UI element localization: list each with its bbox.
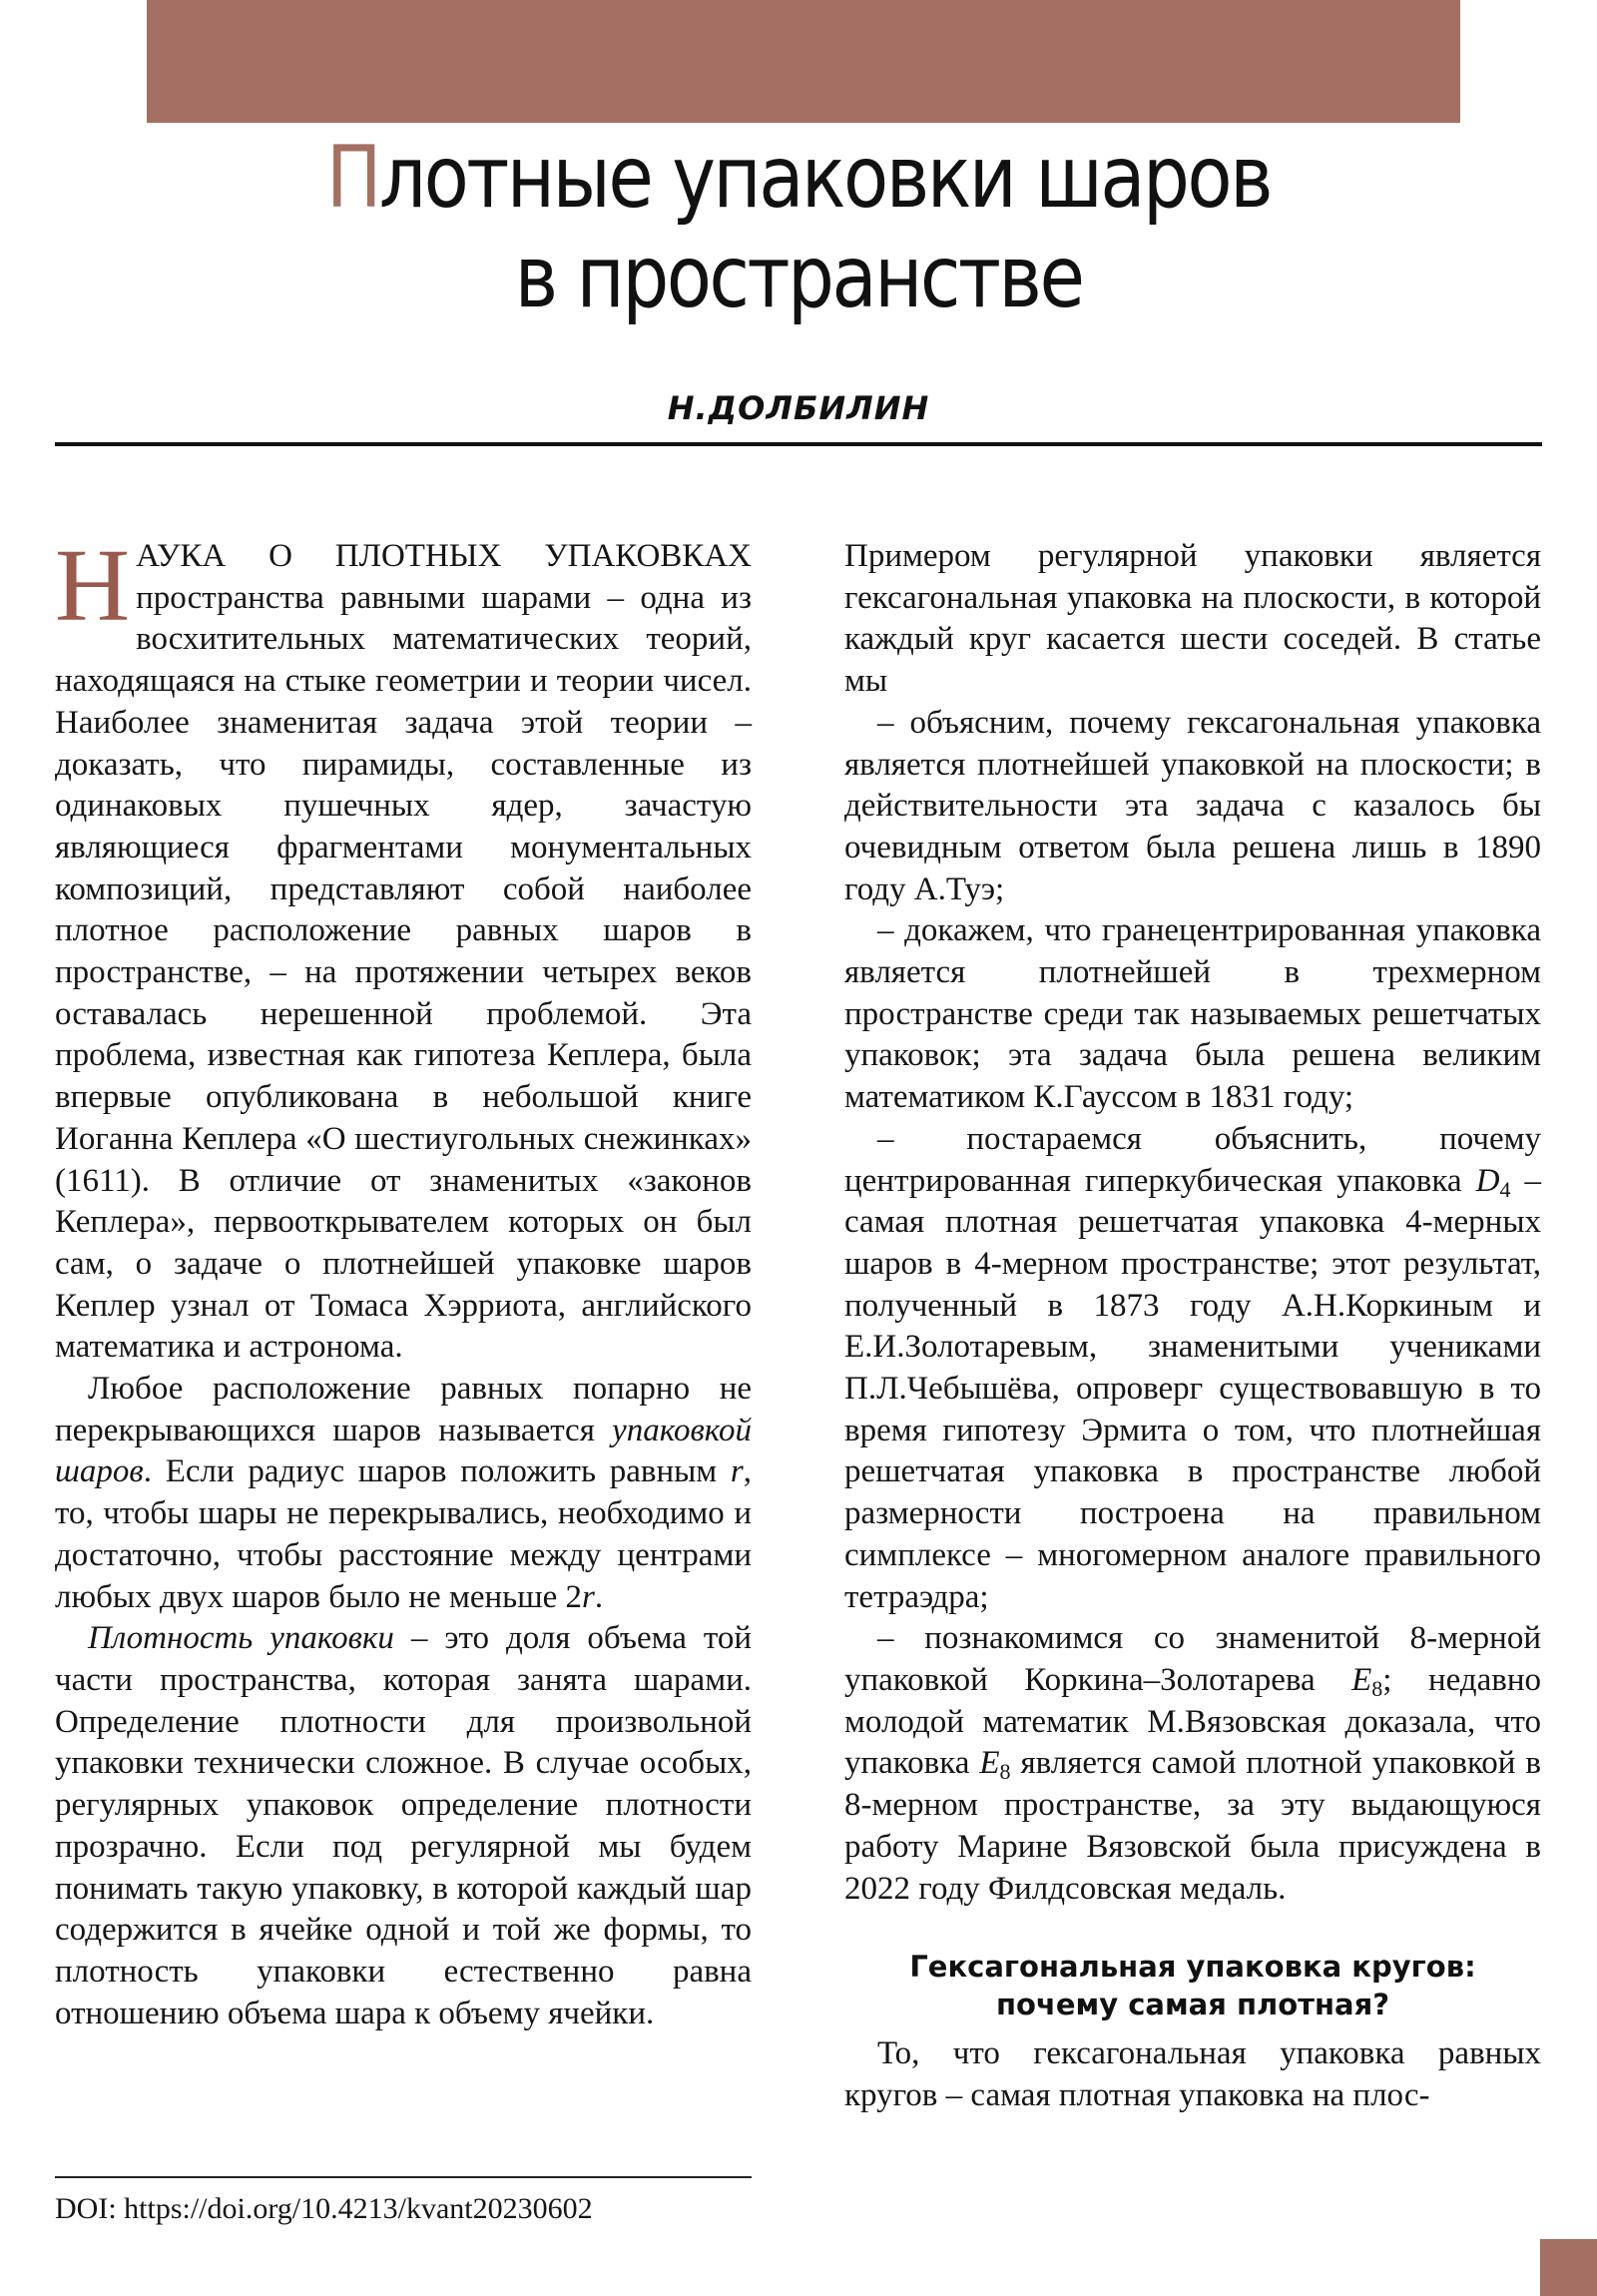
list-item: – объясним, почему гексагональная упаковка является плотнейшей упаковкой на плоскости; в действительности эта задача с казалось бы очевидным ответом была решена лишь в 1890 году А.Туэ; bbox=[844, 704, 1541, 907]
drop-cap: Н bbox=[55, 528, 131, 643]
list-item: – докажем, что гранецентрированная упаковка является плотнейшей в трехмерном пространстве среди так называемых решетчатых упаковок; эта задача была решена великим математиком К.Гауссом в 1831 году; bbox=[844, 912, 1541, 1116]
section-paragraph: То, что гексагональная упаковка равных кругов – самая плотная упаковка на плос- bbox=[844, 2035, 1541, 2113]
list-item: – постараемся объяснить, почему центрированная гиперкубическая упаковка $D_4$ – самая плотная решетчатая упаковка 4-мерных шаров в 4-мерном пространстве; этот результат, полученный в 1873 году А.Н.Коркиным и Е.И.Золотаревым, знаменитыми учениками П.Л.Чебышёва, опроверг существовавшую в то время гипотезу Эрмита о том, что плотнейшая решетчатая упаковка в пространстве любой размерности построена на правильном симплексе – многомерном аналоге правильного тетраэдра; bbox=[844, 1120, 1541, 1615]
term-packing: упаковкой шаров bbox=[55, 1412, 752, 1490]
header-color-band bbox=[147, 0, 1460, 123]
lead-caps: АУКА О ПЛОТНЫХ УПАКОВКАХ bbox=[136, 538, 752, 574]
doi-link[interactable]: https://doi.org/10.4213/kvant20230602 bbox=[124, 2192, 593, 2225]
section-heading: Гексагональная упаковка кругов: почему самая плотная? bbox=[909, 1950, 1476, 2022]
intro-paragraph: НАУКА О ПЛОТНЫХ УПАКОВКАХ пространства равными шарами – одна из восхитительных математических теорий, находящаяся на стыке геометрии и теории чисел. Наиболее знаменитая задача этой теории – доказать, что пирамиды, составленные из одинаковых пушечных ядер, зачастую являющиеся фрагментами монументальных композиций, представляют собой наиболее плотное расположение равных шаров в пространстве, – на протяжении четырех веков оставалась нерешенной проблемой. Эта проблема, известная как гипотеза Кеплера, была впервые опубликована в небольшой книге Иоганна Кеплера «О шестиугольных снежинках» (1611). В отличие от знаменитых «законов Кеплера», первооткрывателем которых он был сам, о задаче о плотнейшей упаковке шаров Кеплер узнал от Томаса Хэрриота, английского математика и астронома. bbox=[55, 528, 752, 1366]
footnote-divider bbox=[55, 2176, 752, 2178]
term-density: Плотность упаковки bbox=[88, 1620, 394, 1657]
title-initial: П bbox=[325, 128, 379, 228]
left-column bbox=[55, 528, 753, 2034]
title-line-1: Плотные упаковки шаров bbox=[325, 128, 1272, 228]
regular-packing-paragraph: Примером регулярной упаковки является гексагональная упаковка на плоскости, в которой каждый круг касается шести соседей. В статье мы bbox=[844, 538, 1541, 700]
article-title bbox=[112, 128, 1485, 327]
packing-definition-paragraph: Любое расположение равных попарно не перекрывающихся шаров называется упаковкой шаров. Если радиус шаров положить равным r, то, чтобы шары не перекрывались, необходимо и достаточно, чтобы расстояние между центрами любых двух шаров было не меньше 2r. bbox=[55, 1371, 752, 1615]
header-divider bbox=[55, 442, 1542, 446]
title-line-2: в пространстве bbox=[514, 228, 1083, 327]
list-item: – познакомимся со знаменитой 8-мерной упаковкой Коркина–Золотарева $E_8$; недавно молодой математик М.Вязовская доказала, что упаковка $E_8$ является самой плотной упаковкой в 8-мерном пространстве, за эту выдающуюся работу Марине Вязовской была присуждена в 2022 году Филдсовская медаль. bbox=[844, 1620, 1541, 1907]
page-corner-marker bbox=[1540, 2239, 1597, 2296]
density-paragraph: Плотность упаковки – это доля объема той части пространства, которая занята шарами. Определение плотности для произвольной упаковки технически сложное. В случае особых, регулярных упаковок определение плотности прозрачно. Если под регулярной мы будем понимать такую упаковку, в которой каждый шар содержится в ячейке одной и той же формы, то плотность упаковки естественно равна отношению объема шара к объему ячейки. bbox=[55, 1620, 753, 2031]
doi-footnote: DOI: https://doi.org/10.4213/kvant20230602 bbox=[55, 2192, 593, 2225]
right-column bbox=[844, 536, 1541, 2117]
author-name: Н.ДОЛБИЛИН bbox=[667, 389, 930, 427]
